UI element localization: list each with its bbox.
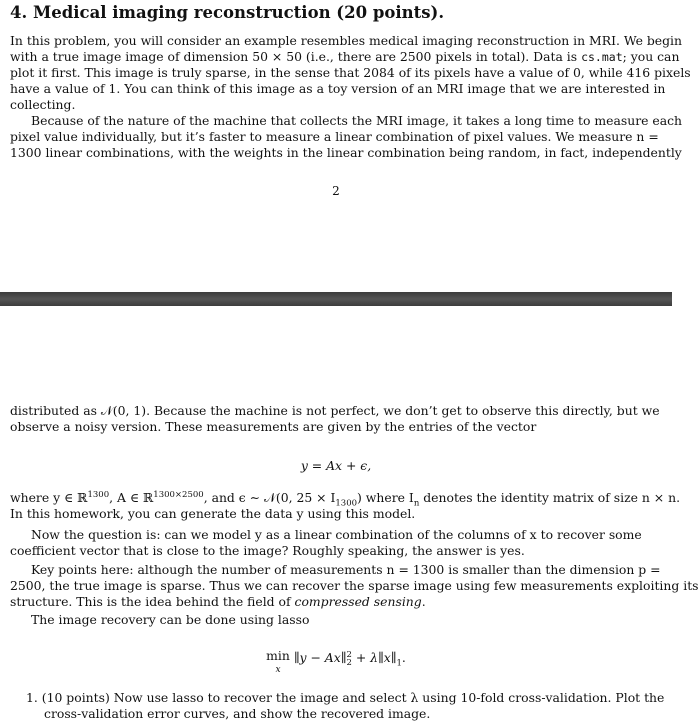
lasso-term-a: ∥y − Ax∥ xyxy=(293,650,347,665)
para1-line3: plot it first. This image is truly sparse, in the sense that 2084 of its pixels have a value of 0, while 416 pixels xyxy=(10,65,691,80)
para5-line2: 2500, the true image is sparse. Thus we can recover the sparse image using few measurements exploiting its xyxy=(10,578,699,593)
item1-line2: cross-validation error curves, and show the recovered image. xyxy=(44,706,431,721)
para3-line2: observe a noisy version. These measurements are given by the entries of the vector xyxy=(10,419,537,434)
compressed-sensing-term: compressed sensing xyxy=(294,594,422,609)
lasso-a-sub: 2 xyxy=(346,658,352,668)
where-line1 xyxy=(10,489,681,509)
lasso-period: . xyxy=(401,650,406,665)
para4-line2: coefficient vector that is close to the image? Roughly speaking, the answer is yes. xyxy=(10,543,525,558)
page-bottom xyxy=(0,306,699,728)
para2-line1: Because of the nature of the machine that collects the MRI image, it takes a long time to measure each xyxy=(31,113,683,128)
where-line2: In this homework, you can generate the data y using this model. xyxy=(10,506,416,521)
lasso-a-sup: 2 xyxy=(346,650,352,660)
where-c-sub: 1300 xyxy=(335,498,358,509)
item1-line1: 1. (10 points) Now use lasso to recover the image and select λ using 10-fold cross-validation. Plot the xyxy=(26,690,665,705)
section-heading: 4. Medical imaging reconstruction (20 points). xyxy=(10,3,445,22)
filename-cs-mat: cs.mat xyxy=(581,50,623,64)
para1-line2-text: with a true image image of dimension 50 × 50 (i.e., there are 2500 pixels in total). Data is xyxy=(10,49,582,64)
para5-line3 xyxy=(10,594,634,610)
equation-lasso xyxy=(0,650,672,676)
para4-line1: Now the question is: can we model y as a linear combination of the columns of x to recover some xyxy=(31,527,642,542)
para5-line3-end: . xyxy=(421,594,426,609)
para6-line: The image recovery can be done using lasso xyxy=(31,612,310,627)
lasso-min: min xyxy=(266,648,290,663)
lasso-term-b: + λ∥x∥ xyxy=(351,650,397,665)
where-a-sup: 1300 xyxy=(87,489,110,500)
equation-model: y = Ax + ϵ, xyxy=(300,458,372,473)
page-top xyxy=(0,0,691,292)
where-d-sub: n xyxy=(413,498,420,509)
lasso-min-var: x xyxy=(275,665,281,675)
para1-line1: In this problem, you will consider an example resembles medical imaging reconstruction in MRI. We begin xyxy=(10,33,682,48)
para5-line1: Key points here: although the number of measurements n = 1300 is smaller than the dimension p = xyxy=(31,562,661,577)
para5-line3-text: structure. This is the idea behind the field of xyxy=(10,594,295,609)
where-c: , and ϵ ∼ 𝒩(0, 25 × I xyxy=(203,490,336,505)
para2-line2: pixel value individually, but it’s faster to measure a linear combination of pixel values. We measure n = xyxy=(10,129,659,144)
para3-line1: distributed as 𝒩(0, 1). Because the machine is not perfect, we don’t get to observe this directly, but we xyxy=(10,403,660,418)
lasso-b-sub: 1 xyxy=(396,658,402,669)
where-d: ) where I xyxy=(357,490,414,505)
para1-line2-end: ; you can xyxy=(622,49,680,64)
where-b-sup: 1300×2500 xyxy=(153,489,204,500)
lasso-min-operator xyxy=(266,650,290,676)
para1-line4: have a value of 1. You can think of this image as a toy version of an MRI image that we are interested in xyxy=(10,81,666,96)
page-number: 2 xyxy=(332,184,340,198)
where-e: denotes the identity matrix of size n × n. xyxy=(419,490,681,505)
where-b: , A ∈ ℝ xyxy=(109,490,154,505)
where-a: where y ∈ ℝ xyxy=(10,490,88,505)
para2-line3: 1300 linear combinations, with the weights in the linear combination being random, in fact, independently xyxy=(10,145,682,160)
para1-line2 xyxy=(10,49,680,65)
para1-line5: collecting. xyxy=(10,97,76,112)
page-separator xyxy=(0,292,672,306)
